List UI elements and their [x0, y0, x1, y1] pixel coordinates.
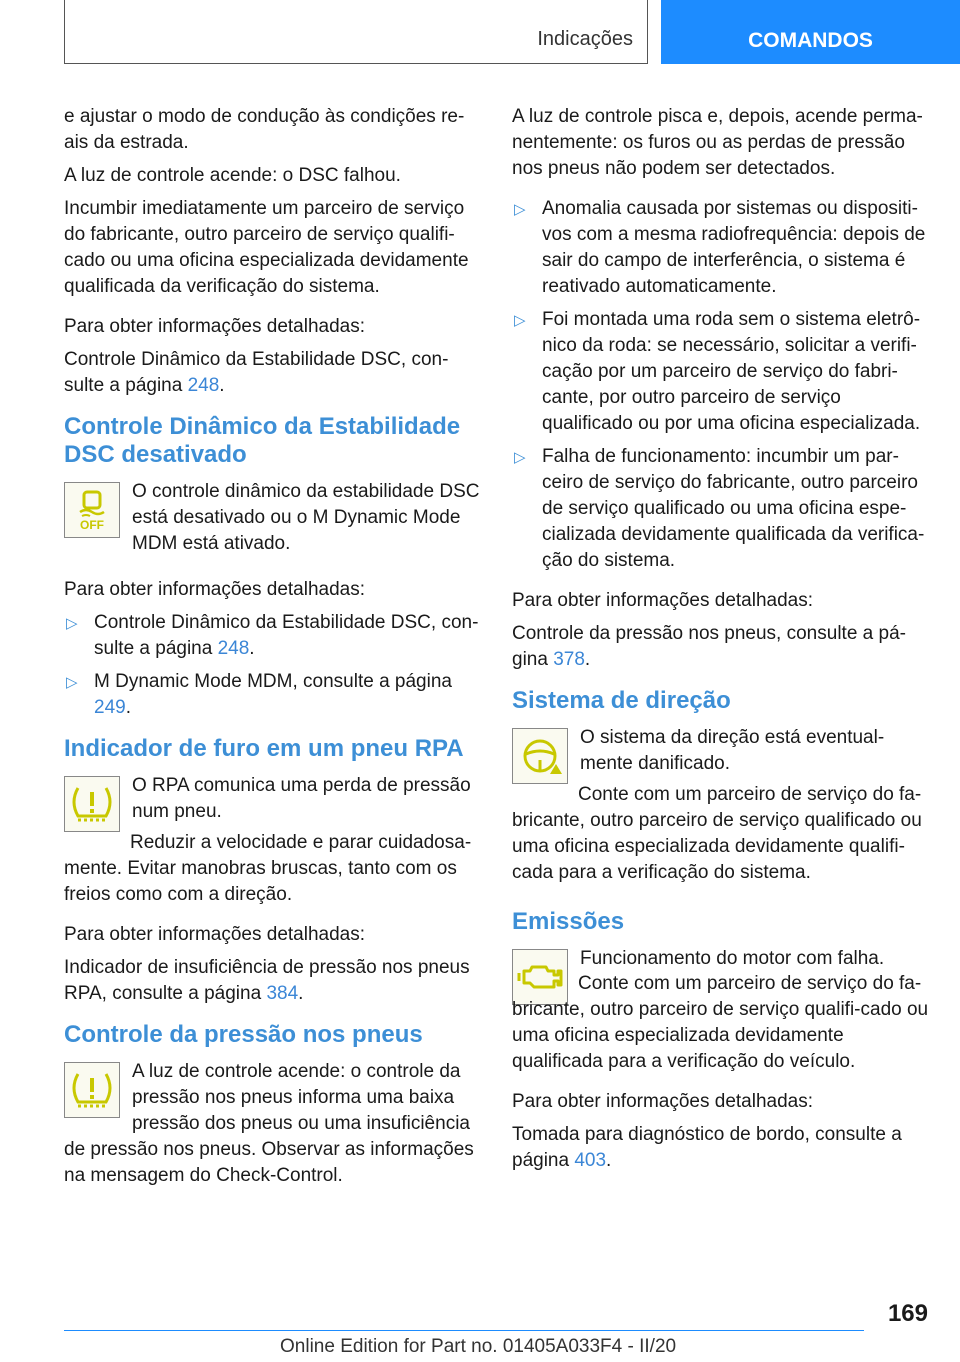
list-item: ▷ M Dynamic Mode MDM, consulte a página 249. [66, 671, 452, 718]
reference-text: Controle Dinâmico da Estabilidade DSC, con-sulte a página [64, 349, 449, 396]
paragraph: e ajustar o modo de condução às condições re-ais da estrada. [64, 106, 465, 153]
paragraph: A luz de controle acende: o DSC falhou. [64, 165, 401, 186]
paragraph: Para obter informações detalhadas: [64, 579, 366, 600]
paragraph: Para obter informações detalhadas: [64, 316, 366, 337]
paragraph: Incumbir imediatamente um parceiro de serviço do fabricante, outro parceiro de serviço qualifi-cado ou uma oficina especializada devidamente qualificada da verificação do sistema. [64, 198, 469, 297]
dsc-description: O controle dinâmico da estabilidade DSC está desativado ou o M Dynamic Mode MDM está ativado. [132, 481, 480, 554]
tire-pressure-warning-icon [64, 776, 120, 832]
tpms-warning-row [64, 1059, 482, 1189]
header-chapter-tab: COMANDOS [661, 0, 960, 64]
section-heading-dsc: Controle Dinâmico da Estabilidade DSC desativado [64, 413, 461, 468]
list-item: ▷ Anomalia causada por sistemas ou dispositi-vos com a mesma radiofrequência: depois de sair do campo de interferência, o sistema é reativado automaticamente. [514, 198, 926, 297]
steering-description: O sistema da direção está eventual-mente danificado. [580, 727, 885, 774]
list-item: ▷ Foi montada uma roda sem o sistema eletrô-nico da roda: se necessário, solicitar a verifi-cação por um parceiro de serviço do fabri-cante, por outro parceiro de serviço qualificado ou por uma oficina especializada. [514, 309, 921, 434]
rpa-warning-row [64, 773, 482, 832]
section-heading-rpa: Indicador de furo em um pneu RPA [64, 735, 464, 762]
left-column [64, 104, 482, 1196]
section-heading-emissions: Emissões [512, 908, 625, 935]
header-section-title: Indicações [537, 28, 633, 50]
header-section-box [64, 0, 648, 64]
section-heading-steering: Sistema de direção [512, 687, 731, 714]
paragraph: Para obter informações detalhadas: [512, 590, 814, 611]
paragraph: A luz de controle pisca e, depois, acende perma-nentemente: os furos ou as perdas de pressão nos pneus não podem ser detectados. [512, 106, 923, 179]
triangle-bullet-icon: ▷ [66, 615, 78, 632]
page-link[interactable]: 249 [94, 697, 126, 718]
page-link[interactable]: 384 [266, 983, 299, 1004]
section-heading-tpms: Controle da pressão nos pneus [64, 1021, 423, 1048]
reference: Tomada para diagnóstico de bordo, consulte a página 403. [512, 1124, 902, 1171]
paragraph: Para obter informações detalhadas: [64, 924, 366, 945]
footer-edition: Online Edition for Part no. 01405A033F4 - II/20 [280, 1336, 677, 1357]
paragraph: Reduzir a velocidade e parar cuidadosa-mente. Evitar manobras bruscas, tanto com os freios como com a direção. [64, 832, 472, 905]
footer-divider [64, 1330, 864, 1331]
steering-wheel-warning-icon [512, 728, 568, 784]
triangle-bullet-icon: ▷ [514, 312, 526, 329]
page-link[interactable]: 248 [217, 638, 250, 659]
dsc-off-icon [64, 482, 120, 538]
dsc-reference-list [64, 610, 482, 721]
reference: Controle da pressão nos pneus, consulte a pá-gina 378. [512, 623, 906, 670]
svg-text:OFF: OFF [80, 518, 104, 532]
page-link[interactable]: 248 [187, 375, 220, 396]
tpms-description: A luz de controle acende: o controle da pressão nos pneus informa uma baixa pressão dos pneus ou uma insuficiência de pressão nos pneus. Observar as informações na mensagem do Check-Control. [64, 1061, 474, 1186]
engine-description: Funcionamento do motor com falha. [580, 948, 885, 969]
dsc-warning-row [64, 479, 482, 563]
paragraph: Conte com um parceiro de serviço do fa-bricante, outro parceiro de serviço qualifi-cado ou uma oficina especializada devidamente qualificada para a verificação do veículo. [512, 973, 929, 1072]
list-item: ▷ Falha de funcionamento: incumbir um par-ceiro de serviço do fabricante, outro parceiro de serviço qualificado ou uma oficina espe-cializada devidamente qualificada da verifica-ção do sistema. [514, 446, 925, 571]
page-link[interactable]: 403 [574, 1150, 607, 1171]
triangle-bullet-icon: ▷ [66, 674, 78, 691]
list-item: ▷ Controle Dinâmico da Estabilidade DSC, con-sulte a página 248. [66, 612, 479, 659]
right-column [512, 104, 930, 1181]
paragraph: Conte com um parceiro de serviço do fa-bricante, outro parceiro de serviço qualificado ou uma oficina especializada devidamente qualifi-cada para a verificação do sistema. [512, 784, 922, 883]
reference: Indicador de insuficiência de pressão nos pneus RPA, consulte a página 384. [64, 957, 470, 1004]
steering-warning-row [512, 725, 930, 784]
triangle-bullet-icon: ▷ [514, 201, 526, 218]
paragraph: Para obter informações detalhadas: [512, 1091, 814, 1112]
triangle-bullet-icon: ▷ [514, 449, 526, 466]
rpa-description: O RPA comunica uma perda de pressão num pneu. [132, 775, 471, 822]
page-link[interactable]: 378 [553, 649, 585, 670]
tire-pressure-warning-icon [64, 1062, 120, 1118]
reference: Controle Dinâmico da Estabilidade DSC, con-sulte a página 248. [64, 349, 449, 396]
page-number: 169 [887, 1300, 928, 1327]
cause-list [512, 196, 930, 574]
